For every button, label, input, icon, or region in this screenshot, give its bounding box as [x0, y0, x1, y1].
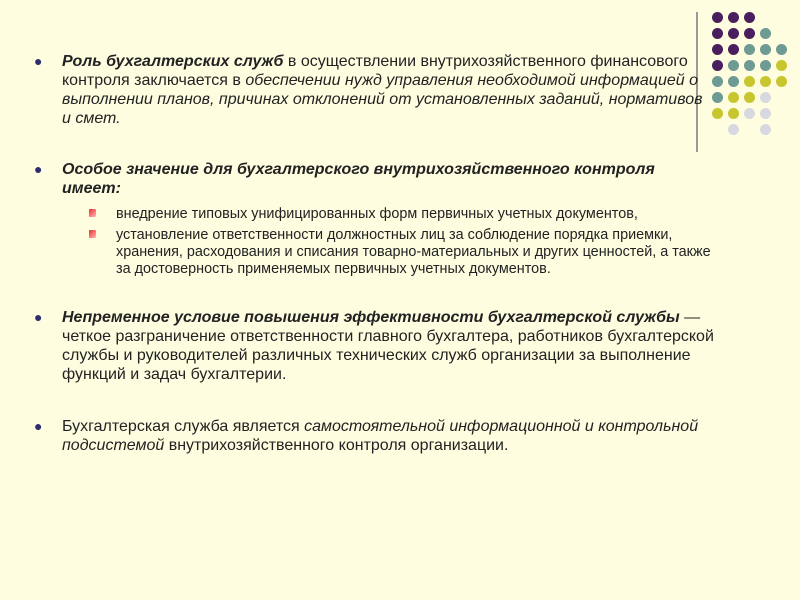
decor-dot	[728, 60, 739, 71]
sub-item-text: внедрение типовых унифицированных форм первичных учетных документов,	[116, 206, 638, 222]
decor-dot	[760, 60, 771, 71]
item-text: внутрихозяйственного контроля организации.	[164, 437, 509, 454]
bullet-icon: ●	[34, 309, 43, 325]
decor-dot	[760, 44, 771, 55]
sub-bullet-icon	[89, 230, 96, 238]
decor-dot	[776, 44, 787, 55]
bullet-icon: ●	[34, 161, 43, 177]
decor-dot	[744, 108, 755, 119]
bullet-icon: ●	[34, 53, 43, 69]
decor-dot	[744, 92, 755, 103]
decor-dot	[728, 12, 739, 23]
sub-bullet-item	[34, 206, 714, 223]
sub-bullet-item	[34, 227, 714, 278]
bullet-item	[34, 308, 714, 384]
decor-dot	[744, 60, 755, 71]
decor-dot	[760, 108, 771, 119]
decor-dot	[760, 124, 771, 135]
item-text: в осуществлении внутрихозяйственного финансового контроля заключается в	[62, 53, 688, 89]
item-text: — четкое разграничение ответственности главного бухгалтера, работников бухгалтерской службы и руководителей различных технических служб организации за выполнение функций и задач бухгалтерии.	[62, 309, 714, 383]
decor-dot	[728, 28, 739, 39]
decor-dot	[744, 76, 755, 87]
decor-dot	[744, 28, 755, 39]
decor-dot	[744, 12, 755, 23]
slide-content	[34, 52, 714, 455]
decor-dot	[776, 60, 787, 71]
bullet-item	[34, 52, 714, 128]
decor-dot	[760, 76, 771, 87]
decor-dot	[744, 44, 755, 55]
bullet-icon: ●	[34, 418, 43, 434]
bullet-item	[34, 417, 714, 455]
item-text-bold: Особое значение для бухгалтерского внутрихозяйственного контроля имеет:	[62, 161, 655, 197]
decor-dot	[760, 28, 771, 39]
decor-dot	[712, 28, 723, 39]
decor-dot	[712, 12, 723, 23]
bullet-item	[34, 160, 714, 198]
item-text-bold: Роль бухгалтерских служб	[62, 53, 284, 70]
decor-dot	[760, 92, 771, 103]
item-text-bold: Непременное условие повышения эффективности бухгалтерской службы	[62, 309, 680, 326]
decor-dot	[728, 76, 739, 87]
sub-item-text: установление ответственности должностных лиц за соблюдение порядка приемки, хранения, расходования и списания товарно-материальных и других ценностей, а также за достоверность применяемых первичных учетных документов.	[116, 227, 711, 277]
decor-dot	[728, 92, 739, 103]
decor-dot	[728, 108, 739, 119]
decor-dot	[728, 124, 739, 135]
item-text: Бухгалтерская служба является	[62, 418, 305, 435]
item-text-italic: самостоятельной информационной и контрольной подсистемой	[62, 418, 699, 454]
sub-bullet-icon	[89, 209, 96, 217]
decor-dot	[728, 44, 739, 55]
item-text-italic: обеспечении нужд управления необходимой информацией о выполнении планов, причинах отклонений от установленных заданий, нормативов и смет.	[62, 72, 703, 127]
decor-dot	[776, 76, 787, 87]
